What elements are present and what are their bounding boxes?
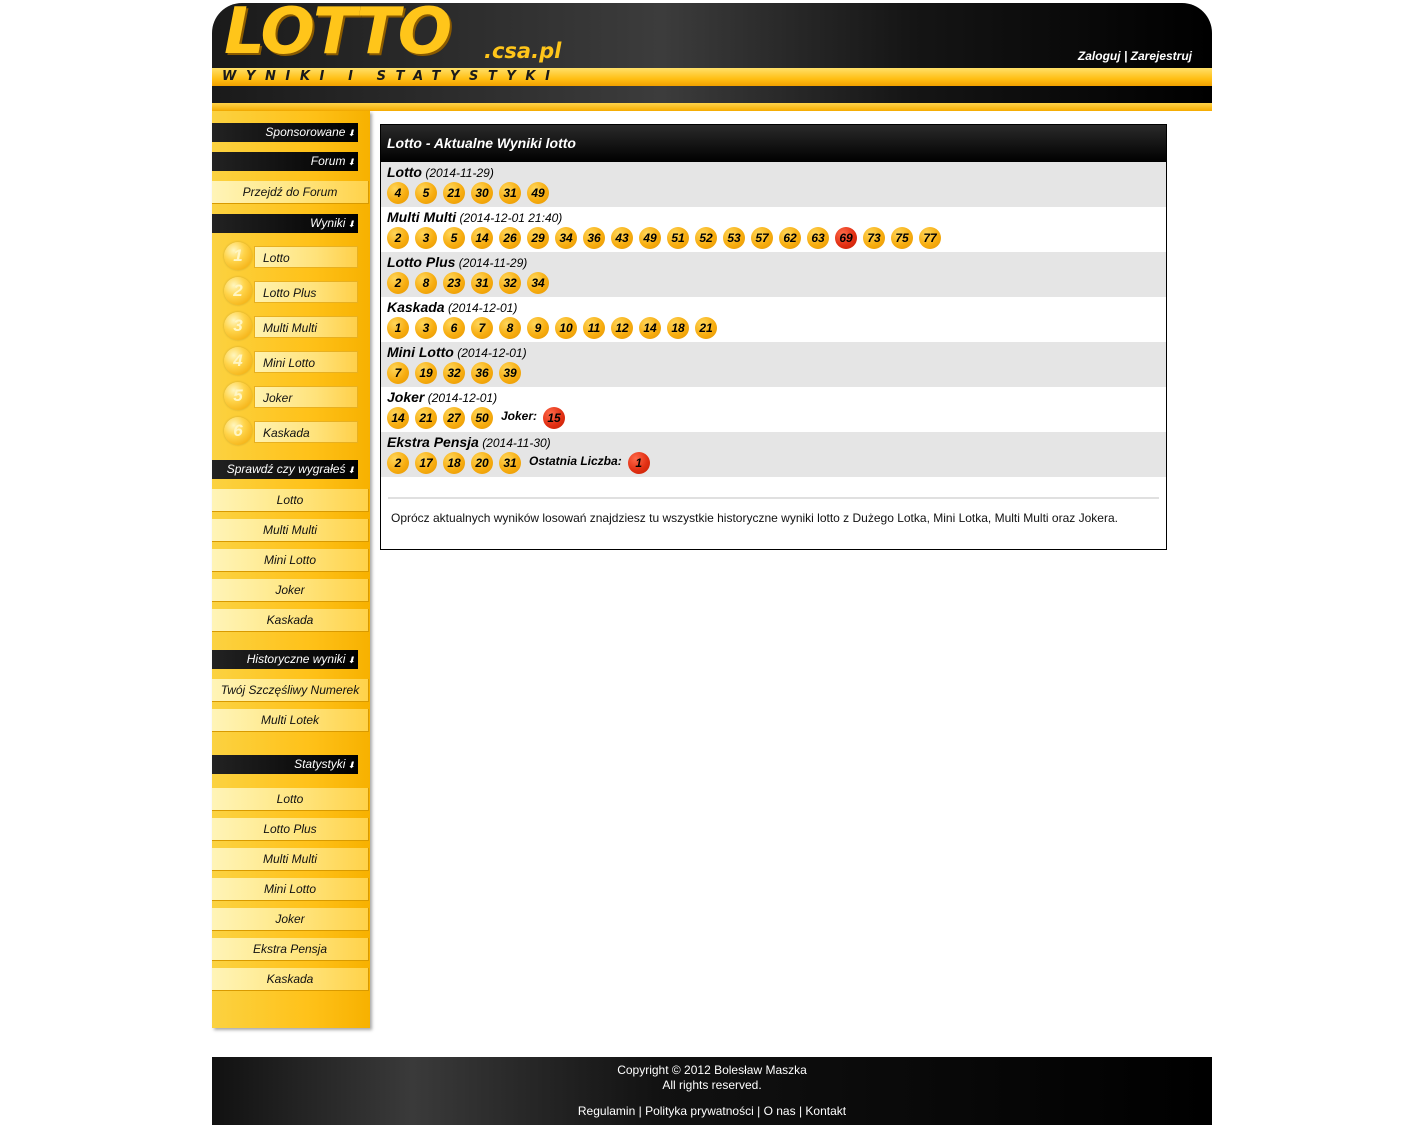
- sidebar-heading-label: Statystyki: [294, 757, 346, 771]
- number-ball: 7: [387, 362, 409, 384]
- results-description: Oprócz aktualnych wyników losowań znajdziesz tu wszystkie historyczne wyniki lotto z Dużego Lotka, Mini Lotka, Multi Multi oraz Jokera.: [391, 511, 1118, 525]
- footer-separator: |: [638, 1104, 646, 1118]
- game-name[interactable]: Kaskada: [387, 299, 445, 315]
- check-multi-multi-button[interactable]: Multi Multi: [212, 519, 369, 542]
- sidebar-item-multi-multi[interactable]: [224, 314, 358, 338]
- header-bottom-bar: [212, 103, 1212, 111]
- stats-kaskada-button[interactable]: Kaskada: [212, 968, 369, 991]
- sidebar-heading-label: Historyczne wyniki: [246, 652, 346, 666]
- number-ball: 9: [527, 317, 549, 339]
- number-ball: 2: [387, 452, 409, 474]
- number-ball: 18: [667, 317, 689, 339]
- results-panel: [380, 124, 1167, 550]
- number-ball: 17: [415, 452, 437, 474]
- number-ball: 3: [415, 317, 437, 339]
- sidebar-heading-results[interactable]: [212, 214, 358, 233]
- game-name[interactable]: Lotto Plus: [387, 254, 456, 270]
- extra-number-ball: 1: [628, 452, 650, 474]
- number-ball: 19: [415, 362, 437, 384]
- number-ball-icon: 3: [224, 312, 252, 340]
- sidebar-item-label: Multi Multi: [254, 316, 358, 338]
- sidebar-heading-historic[interactable]: [212, 650, 358, 669]
- number-ball: 77: [919, 227, 941, 249]
- footer-separator: |: [798, 1104, 806, 1118]
- number-ball: 32: [499, 272, 521, 294]
- number-ball: 6: [443, 317, 465, 339]
- sidebar-heading-stats[interactable]: [212, 755, 358, 774]
- number-ball: 43: [611, 227, 633, 249]
- check-kaskada-button[interactable]: Kaskada: [212, 609, 369, 632]
- auth-separator: |: [1123, 49, 1128, 63]
- game-name[interactable]: Ekstra Pensja: [387, 434, 479, 450]
- game-row: [381, 162, 1166, 207]
- game-header: [387, 254, 527, 270]
- number-ball: 26: [499, 227, 521, 249]
- game-name[interactable]: Mini Lotto: [387, 344, 454, 360]
- game-date: (2014-11-29): [458, 256, 528, 270]
- number-ball: 50: [471, 407, 493, 429]
- site-logo-suffix: .csa.pl: [484, 39, 562, 63]
- check-lotto-button[interactable]: Lotto: [212, 489, 369, 512]
- number-ball-icon: 4: [224, 347, 252, 375]
- rights-text: All rights reserved.: [662, 1078, 762, 1092]
- number-ball: 31: [471, 272, 493, 294]
- game-row: [381, 252, 1166, 297]
- multi-lotek-button[interactable]: Multi Lotek: [212, 709, 369, 732]
- number-ball-icon: 1: [224, 242, 252, 270]
- game-date: (2014-12-01 21:40): [459, 211, 563, 225]
- number-balls: [387, 182, 555, 204]
- game-date: (2014-12-01): [447, 301, 518, 315]
- sidebar-item-joker[interactable]: [224, 384, 358, 408]
- game-date: (2014-11-29): [425, 166, 494, 180]
- stats-lotto-plus-button[interactable]: Lotto Plus: [212, 818, 369, 841]
- extra-number-ball: 15: [543, 407, 565, 429]
- number-ball: 8: [415, 272, 437, 294]
- register-link[interactable]: Zarejestruj: [1130, 49, 1192, 63]
- sidebar-item-label: Lotto Plus: [254, 281, 358, 303]
- number-ball-icon: 6: [224, 417, 252, 445]
- game-header: [387, 434, 551, 450]
- number-ball: 14: [639, 317, 661, 339]
- sidebar-heading-sponsored[interactable]: [212, 123, 358, 142]
- sidebar-heading-check[interactable]: [212, 460, 358, 479]
- auth-links: [1078, 49, 1192, 63]
- site-tagline: WYNIKI I STATYSTYKI: [222, 69, 560, 84]
- login-link[interactable]: Zaloguj: [1077, 49, 1121, 63]
- number-balls: [387, 407, 571, 429]
- sidebar-item-lotto-plus[interactable]: [224, 279, 358, 303]
- number-ball: 8: [499, 317, 521, 339]
- site-logo[interactable]: LOTTO: [224, 3, 451, 69]
- number-ball: 57: [751, 227, 773, 249]
- game-date: (2014-11-30): [482, 436, 551, 450]
- footer: [212, 1057, 1212, 1125]
- game-row: [381, 342, 1166, 387]
- number-ball: 5: [443, 227, 465, 249]
- stats-joker-button[interactable]: Joker: [212, 908, 369, 931]
- number-ball: 27: [443, 407, 465, 429]
- number-ball: 23: [443, 272, 465, 294]
- number-ball: 34: [527, 272, 549, 294]
- number-ball: 32: [443, 362, 465, 384]
- arrow-down-icon: ⬇: [347, 157, 355, 167]
- check-mini-lotto-button[interactable]: Mini Lotto: [212, 549, 369, 572]
- game-list: [381, 162, 1166, 477]
- number-ball: 63: [807, 227, 829, 249]
- extra-number-label: Joker:: [501, 409, 538, 423]
- game-name[interactable]: Joker: [387, 389, 425, 405]
- game-name[interactable]: Lotto: [387, 164, 422, 180]
- number-balls: [387, 452, 656, 474]
- extra-number-label: Ostatnia Liczba:: [529, 454, 622, 468]
- footer-link-privacy[interactable]: Polityka prywatności: [645, 1104, 754, 1118]
- number-ball: 49: [527, 182, 549, 204]
- stats-lotto-button[interactable]: Lotto: [212, 788, 369, 811]
- number-ball: 49: [639, 227, 661, 249]
- number-ball: 14: [387, 407, 409, 429]
- number-ball: 30: [471, 182, 493, 204]
- number-ball: 3: [415, 227, 437, 249]
- number-balls: [387, 272, 555, 294]
- lucky-number-button[interactable]: Twój Szczęśliwy Numerek: [212, 679, 369, 702]
- number-ball: 11: [583, 317, 605, 339]
- stats-ekstra-pensja-button[interactable]: Ekstra Pensja: [212, 938, 369, 961]
- sidebar: [212, 111, 370, 1028]
- number-ball: 20: [471, 452, 493, 474]
- game-row: [381, 432, 1166, 477]
- number-ball: 53: [723, 227, 745, 249]
- game-date: (2014-12-01): [457, 346, 527, 360]
- number-balls: [387, 362, 527, 384]
- sidebar-heading-forum[interactable]: [212, 152, 358, 171]
- number-ball: 1: [387, 317, 409, 339]
- footer-separator: |: [757, 1104, 764, 1118]
- number-ball: 21: [695, 317, 717, 339]
- number-ball: 21: [443, 182, 465, 204]
- number-ball: 39: [499, 362, 521, 384]
- number-ball: 73: [863, 227, 885, 249]
- sidebar-item-label: Kaskada: [254, 421, 358, 443]
- number-ball: 34: [555, 227, 577, 249]
- sidebar-heading-label: Forum: [310, 154, 346, 168]
- sidebar-heading-label: Wyniki: [310, 216, 346, 230]
- sidebar-item-label: Lotto: [254, 246, 358, 268]
- footer-links: [212, 1104, 1212, 1118]
- number-ball: 75: [891, 227, 913, 249]
- game-row: [381, 297, 1166, 342]
- number-ball: 10: [555, 317, 577, 339]
- number-ball: 5: [415, 182, 437, 204]
- sidebar-heading-label: Sponsorowane: [265, 125, 346, 139]
- game-header: [387, 209, 562, 225]
- number-ball: 12: [611, 317, 633, 339]
- number-ball: 4: [387, 182, 409, 204]
- number-ball: 52: [695, 227, 717, 249]
- number-ball: 69: [835, 227, 857, 249]
- number-ball: 14: [471, 227, 493, 249]
- game-header: [387, 344, 527, 360]
- game-header: [387, 299, 517, 315]
- number-ball-icon: 5: [224, 382, 252, 410]
- number-ball: 31: [499, 182, 521, 204]
- number-ball: 36: [471, 362, 493, 384]
- number-ball: 21: [415, 407, 437, 429]
- game-header: [387, 389, 497, 405]
- sidebar-item-lotto[interactable]: [224, 244, 358, 268]
- footer-link-regulamin[interactable]: Regulamin: [577, 1104, 636, 1118]
- game-name[interactable]: Multi Multi: [387, 209, 457, 225]
- number-ball: 2: [387, 227, 409, 249]
- footer-link-about[interactable]: O nas: [763, 1104, 796, 1118]
- number-ball: 2: [387, 272, 409, 294]
- number-ball: 29: [527, 227, 549, 249]
- arrow-down-icon: ⬇: [347, 465, 355, 475]
- arrow-down-icon: ⬇: [347, 760, 355, 770]
- game-date: (2014-12-01): [427, 391, 498, 405]
- sidebar-item-label: Joker: [254, 386, 358, 408]
- game-row: [381, 207, 1166, 252]
- arrow-down-icon: ⬇: [347, 655, 355, 665]
- game-row: [381, 387, 1166, 432]
- number-ball: 7: [471, 317, 493, 339]
- number-ball: 36: [583, 227, 605, 249]
- sidebar-item-label: Mini Lotto: [254, 351, 358, 373]
- footer-link-contact[interactable]: Kontakt: [805, 1104, 847, 1118]
- stats-mini-lotto-button[interactable]: Mini Lotto: [212, 878, 369, 901]
- check-joker-button[interactable]: Joker: [212, 579, 369, 602]
- copyright-text: Copyright © 2012 Bolesław Maszka: [617, 1063, 807, 1077]
- stats-multi-multi-button[interactable]: Multi Multi: [212, 848, 369, 871]
- number-balls: [387, 317, 723, 339]
- sidebar-item-kaskada[interactable]: [224, 419, 358, 443]
- page: [212, 3, 1212, 1118]
- results-title: Lotto - Aktualne Wyniki lotto: [381, 125, 1166, 162]
- number-balls: [387, 227, 947, 249]
- header: [212, 3, 1212, 111]
- game-header: [387, 164, 494, 180]
- sidebar-item-mini-lotto[interactable]: [224, 349, 358, 373]
- forum-link-button[interactable]: Przejdź do Forum: [212, 181, 369, 204]
- number-ball: 18: [443, 452, 465, 474]
- arrow-down-icon: ⬇: [347, 128, 355, 138]
- number-ball: 31: [499, 452, 521, 474]
- arrow-down-icon: ⬇: [347, 219, 355, 229]
- sidebar-heading-label: Sprawdź czy wygrałeś: [226, 462, 346, 476]
- number-ball: 51: [667, 227, 689, 249]
- number-ball-icon: 2: [224, 277, 252, 305]
- number-ball: 62: [779, 227, 801, 249]
